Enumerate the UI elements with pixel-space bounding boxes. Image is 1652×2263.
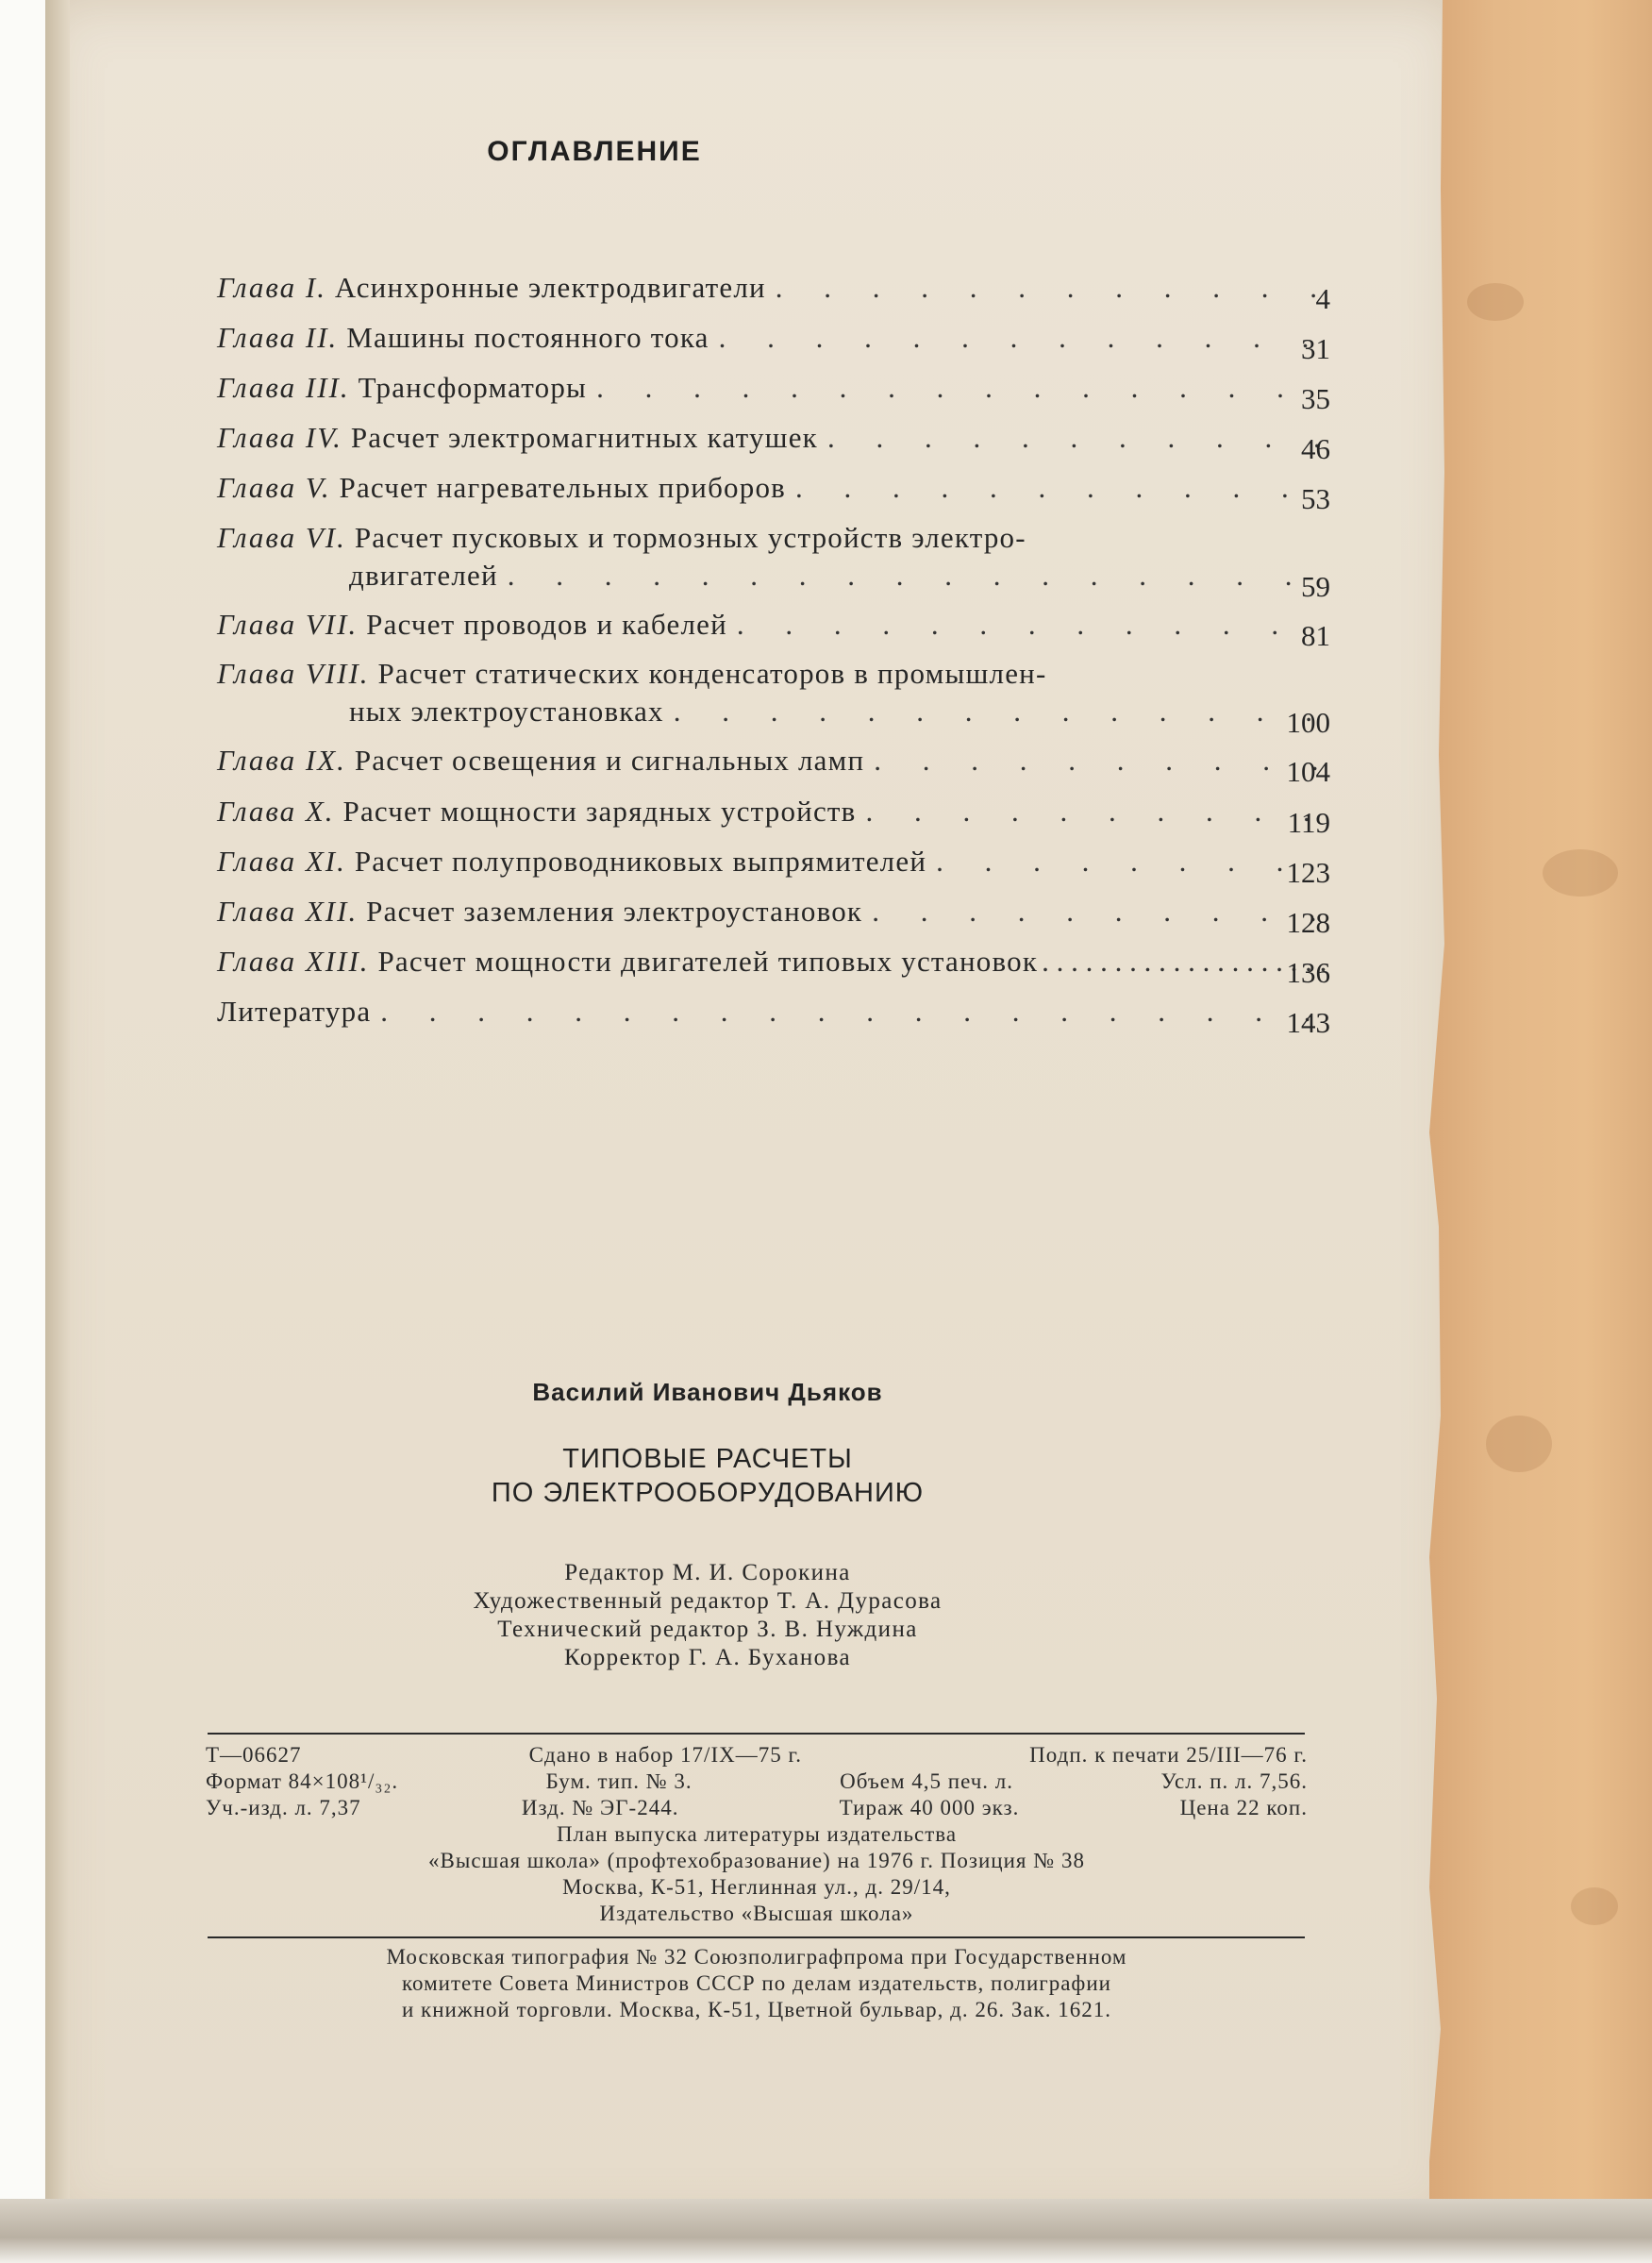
imprint-row bbox=[206, 1795, 1308, 1821]
page-number: 31 bbox=[1301, 332, 1330, 365]
imprint-line: Москва, К-51, Неглинная ул., д. 29/14, bbox=[562, 1875, 951, 1899]
chapter-number: Глава VII. bbox=[217, 608, 359, 641]
chapter-title: Расчет проводов и кабелей bbox=[366, 608, 727, 641]
chapter-title: Расчет полупроводниковых выпрямителей bbox=[354, 845, 927, 878]
toc-entry bbox=[217, 469, 1330, 515]
toc-entry bbox=[217, 519, 1330, 603]
chapter-number: Глава V. bbox=[217, 471, 331, 504]
chapter-title: Расчет нагревательных приборов bbox=[339, 471, 786, 504]
chapter-number: Глава XI. bbox=[217, 845, 346, 878]
chapter-number: Глава XII. bbox=[217, 895, 359, 928]
imprint-line: План выпуска литературы издательства bbox=[556, 1822, 958, 1846]
page-number: 53 bbox=[1301, 482, 1330, 515]
chapter-number: Глава IX. bbox=[217, 744, 346, 777]
page-number: 35 bbox=[1301, 382, 1330, 415]
toc-entry bbox=[217, 269, 1330, 315]
chapter-title: Расчет пусковых и тормозных устройств электро- bbox=[354, 521, 1026, 554]
toc-entry bbox=[217, 655, 1330, 739]
chapter-number: Глава VI. bbox=[217, 521, 346, 554]
imprint-field: Цена 22 коп. bbox=[1179, 1796, 1308, 1819]
toc-entry bbox=[217, 793, 1330, 839]
chapter-title-continuation: ных электроустановках bbox=[349, 695, 664, 728]
credit-line: Технический редактор З. В. Нуждина bbox=[497, 1617, 918, 1642]
imprint-field: Тираж 40 000 экз. bbox=[839, 1796, 1020, 1819]
chapter-number: Глава XIII. bbox=[217, 945, 370, 978]
chapter-number: Глава X. bbox=[217, 795, 335, 828]
chapter-title: Расчет электромагнитных катушек bbox=[350, 421, 818, 454]
page-number: 104 bbox=[1286, 755, 1330, 788]
toc-entry bbox=[217, 893, 1330, 939]
chapter-title: Расчет мощности двигателей типовых установок bbox=[377, 945, 1039, 978]
credit-line: Корректор Г. А. Буханова bbox=[564, 1645, 851, 1670]
printer-line: и книжной торговли. Москва, К-51, Цветной бульвар, д. 26. Зак. 1621. bbox=[401, 1998, 1112, 2021]
page-number: 59 bbox=[1301, 570, 1330, 603]
chapter-title: Литература bbox=[217, 995, 372, 1028]
imprint-field: Сдано в набор 17/IX—75 г. bbox=[528, 1743, 803, 1767]
printer-line: Московская типография № 32 Союзполиграфпрома при Государственном bbox=[386, 1945, 1127, 1969]
page-number: 143 bbox=[1286, 1006, 1330, 1039]
imprint-field: Усл. п. л. 7,56. bbox=[1160, 1769, 1308, 1793]
chapter-number: Глава IV. bbox=[217, 421, 342, 454]
chapter-title: Расчет мощности зарядных устройств bbox=[342, 795, 857, 828]
book-title-line: ПО ЭЛЕКТРООБОРУДОВАНИЮ bbox=[491, 1478, 925, 1508]
chapter-number: Глава III. bbox=[217, 371, 350, 404]
page-number: 128 bbox=[1286, 906, 1330, 939]
page-number: 119 bbox=[1287, 806, 1330, 839]
credits bbox=[283, 1559, 1132, 1672]
toc-entry bbox=[217, 606, 1330, 652]
chapter-number: Глава I. bbox=[217, 271, 326, 304]
chapter-title: Трансформаторы bbox=[358, 371, 588, 404]
imprint-field: Уч.-изд. л. 7,37 bbox=[206, 1796, 361, 1819]
imprint-field: Изд. № ЭГ-244. bbox=[521, 1796, 679, 1819]
page-number: 4 bbox=[1315, 282, 1330, 315]
chapter-number: Глава VIII. bbox=[217, 657, 370, 690]
chapter-number: Глава II. bbox=[217, 321, 339, 354]
toc-entry bbox=[217, 843, 1330, 889]
divider-line bbox=[208, 1733, 1305, 1735]
toc-entry bbox=[217, 369, 1330, 415]
credit-line: Художественный редактор Т. А. Дурасова bbox=[473, 1588, 943, 1614]
divider-line bbox=[208, 1936, 1305, 1938]
imprint-row bbox=[206, 1742, 1308, 1768]
imprint-field: Формат 84×108¹/₃₂. bbox=[206, 1769, 399, 1793]
page-number: 136 bbox=[1286, 956, 1330, 989]
toc-entry bbox=[217, 993, 1330, 1039]
page-number: 123 bbox=[1286, 856, 1330, 889]
chapter-title: Расчет заземления электроустановок bbox=[366, 895, 863, 928]
chapter-title: Расчет статических конденсаторов в промышлен- bbox=[377, 657, 1047, 690]
imprint-line: Издательство «Высшая школа» bbox=[599, 1902, 914, 1925]
imprint-field: Объем 4,5 печ. л. bbox=[840, 1769, 1014, 1793]
page-number: 46 bbox=[1301, 432, 1330, 465]
toc-entry bbox=[217, 943, 1330, 989]
author-name: Василий Иванович Дьяков bbox=[532, 1378, 883, 1406]
page-number: 100 bbox=[1286, 706, 1330, 739]
page-number: 81 bbox=[1301, 619, 1330, 652]
toc-entry bbox=[217, 742, 1330, 788]
imprint-field: Подп. к печати 25/III—76 г. bbox=[1029, 1743, 1308, 1767]
printer-line: комитете Совета Министров СССР по делам издательств, полиграфии bbox=[402, 1971, 1111, 1995]
imprint-field: Бум. тип. № 3. bbox=[545, 1769, 693, 1793]
chapter-title: Асинхронные электродвигатели bbox=[334, 271, 766, 304]
imprint-field: Т—06627 bbox=[206, 1743, 302, 1767]
book-title-line: ТИПОВЫЕ РАСЧЕТЫ bbox=[562, 1444, 853, 1474]
toc-entry bbox=[217, 419, 1330, 465]
toc-title: ОГЛАВЛЕНИЕ bbox=[487, 136, 702, 167]
imprint-line: «Высшая школа» (профтехобразование) на 1976 г. Позиция № 38 bbox=[428, 1849, 1085, 1872]
book-title bbox=[283, 1442, 1132, 1510]
chapter-title: Машины постоянного тока bbox=[346, 321, 709, 354]
credit-line: Редактор М. И. Сорокина bbox=[564, 1560, 851, 1585]
imprint-row bbox=[206, 1768, 1308, 1795]
chapter-title: Расчет освещения и сигнальных ламп bbox=[354, 744, 865, 777]
toc-entry bbox=[217, 319, 1330, 365]
chapter-title-continuation: двигателей bbox=[349, 559, 498, 592]
